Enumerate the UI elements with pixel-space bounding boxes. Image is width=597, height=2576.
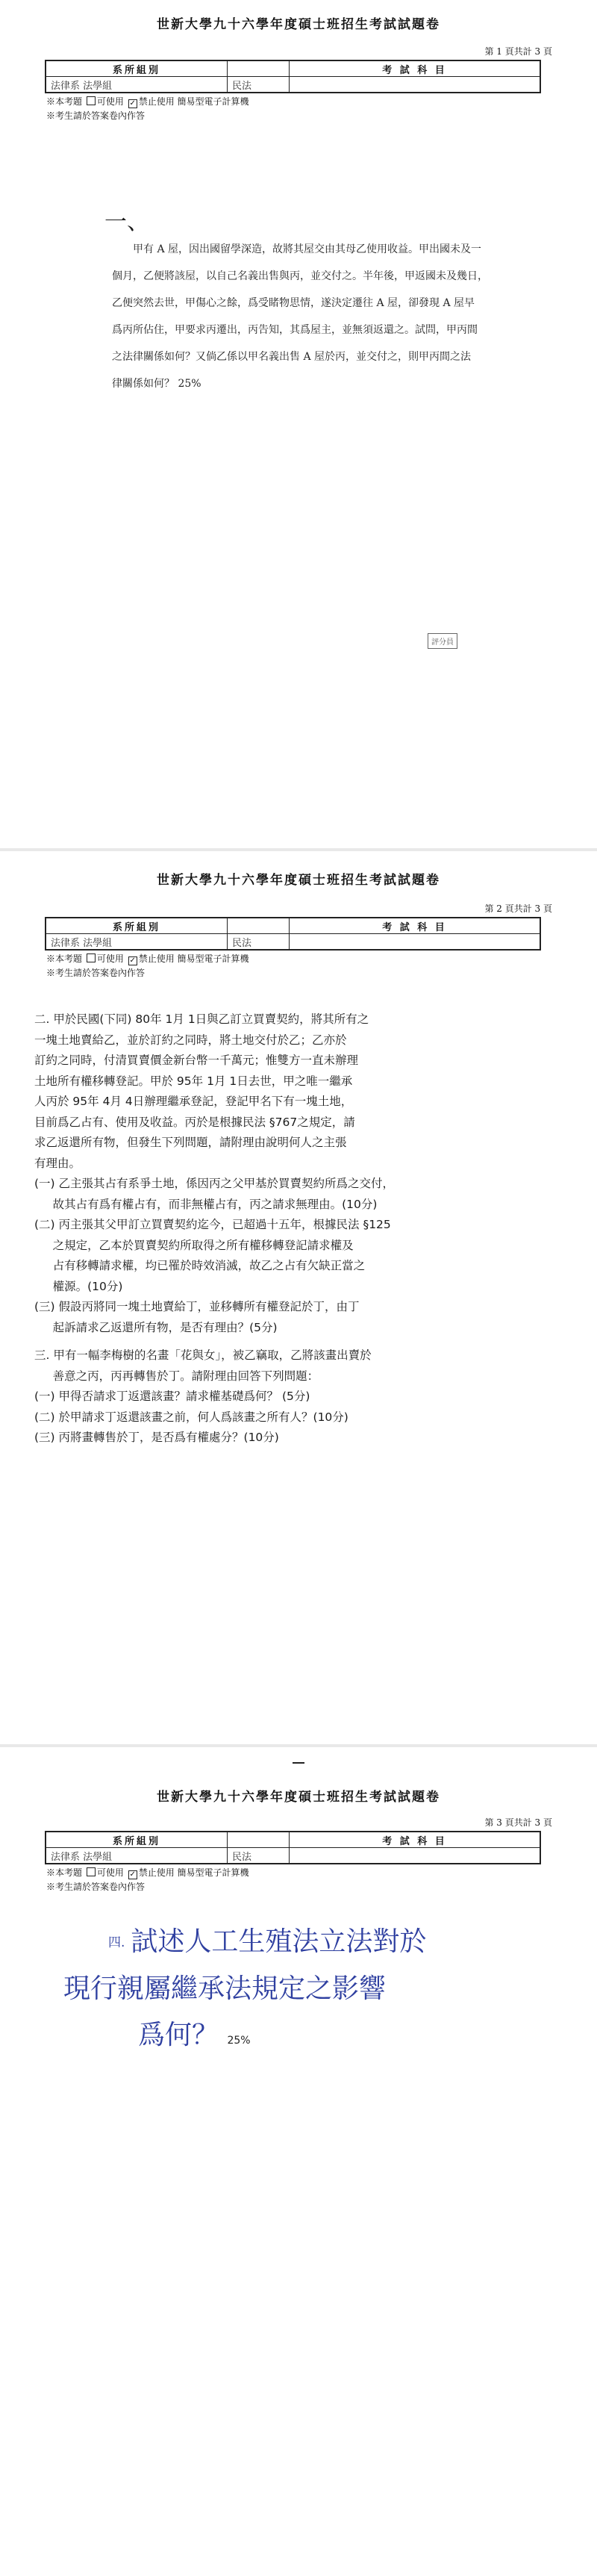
exam-header-table [45,917,541,951]
question-4-number: 四. [108,1935,125,1950]
school-title: 世新大學九十六學年度碩士班招生考試試題卷 [157,17,440,32]
question-4-text [63,1919,571,2064]
exam-page-1 [0,0,597,851]
q2-line: 故其占有爲有權占有，而非無權占有，丙之請求無理由。(10分) [34,1197,378,1211]
dept-label: 系所組別 [46,1832,228,1848]
question-1-text [112,236,541,397]
subject-value: 民法 [228,77,290,93]
page-number: 第 3 頁共計 3 頁 [484,1817,552,1828]
q3-line: (二) 於甲請求丁返還該畫之前，何人爲該畫之所有人？(10分) [34,1410,348,1424]
dept-label: 系所組別 [46,60,228,77]
q2-line: 起訴請求乙返還所有物，是否有理由？(5分) [34,1320,278,1334]
points-label: 25% [227,2035,251,2047]
q2-line: 目前爲乙占有、使用及收益。丙於是根據民法 §767之規定，請 [34,1115,355,1129]
q2-line: 二. 甲於民國(下同) 80年 1月 1日與乙訂立買賣契約，將其所有之 [34,1012,369,1026]
q1-line: 乙便突然去世，甲傷心之餘，爲受睹物思情，遂決定遷往 A 屋，卻發現 A 屋早 [112,297,475,309]
dept-value: 法律系 法學組 [46,1848,228,1864]
q2-line: 人丙於 95年 4月 4日辦理繼承登記，登記甲名下有一塊土地， [34,1095,353,1108]
q4-line: 現行親屬繼承法規定之影響 [63,1973,387,2004]
exam-page-3 [0,1747,597,2576]
dept-label: 系所組別 [46,918,228,934]
calculator-line: ※本考題 可使用 ✓ 禁止使用 簡易型電子計算機 [46,1867,249,1879]
q2-line: 占有移轉請求權，均已罹於時效消滅，故乙之占有欠缺正當之 [34,1259,366,1272]
checkbox-forbid: ✓ [129,99,136,108]
page-number: 第 2 頁共計 3 頁 [484,903,552,914]
answer-note: ※考生請於答案卷內作答 [46,968,146,978]
answer-note: ※考生請於答案卷內作答 [46,1882,146,1892]
grader-stamp: 評分員 [428,633,457,649]
school-title: 世新大學九十六學年度碩士班招生考試試題卷 [157,873,440,888]
q2-line: (一) 乙主張其占有系爭土地，係因丙之父甲基於買賣契約所爲之交付， [34,1177,395,1190]
subject-label: 考 試 科 目 [290,1832,541,1848]
q4-line: 試述人工生殖法立法對於 [131,1926,427,1957]
exam-page-2 [0,851,597,1747]
q1-line: 甲有 A 屋，因出國留學深造，故將其屋交由其母乙使用收益。甲出國未及一 [133,243,482,255]
q2-line: (二) 丙主張其父甲訂立買賣契約迄今，已超過十五年，根據民法 §125 [34,1218,391,1231]
q3-line: 三. 甲有一幅李梅樹的名畫「花與女」，被乙竊取，乙將該畫出賣於 [34,1348,372,1362]
q3-line: (三) 丙將畫轉售於丁，是否爲有權處分？(10分) [34,1431,279,1444]
q2-line: 土地所有權移轉登記。甲於 95年 1月 1日去世，甲之唯一繼承 [34,1074,353,1088]
checkbox-allow [87,953,96,962]
subject-value: 民法 [228,1848,290,1864]
q3-line: 善意之丙，丙再轉售於丁。請附理由回答下列問題： [34,1369,319,1383]
q1-line: 律關係如何？ 25% [112,378,201,390]
q2-line: 權源。(10分) [34,1279,123,1293]
exam-header-table [45,60,541,93]
checkbox-forbid: ✓ [129,1870,136,1879]
dept-value: 法律系 法學組 [46,934,228,951]
calculator-line: ※本考題 可使用 ✓ 禁止使用 簡易型電子計算機 [46,96,249,108]
q2-line: 有理由。 [34,1156,81,1170]
dept-value: 法律系 法學組 [46,77,228,93]
q3-line: (一) 甲得否請求丁返還該畫？請求權基礎爲何？ (5分) [34,1390,310,1403]
calculator-line: ※本考題 可使用 ✓ 禁止使用 簡易型電子計算機 [46,953,249,965]
question-2-3-text [34,1009,572,1449]
school-title: 世新大學九十六學年度碩士班招生考試試題卷 [157,1790,440,1805]
q2-line: 之規定，乙本於買賣契約所取得之所有權移轉登記請求權及 [34,1238,354,1252]
answer-note: ※考生請於答案卷內作答 [46,111,146,121]
q1-line: 爲丙所佔住，甲要求丙遷出，丙告知，其爲屋主，並無須返還之。試問，甲丙間 [112,324,478,336]
exam-header-table [45,1831,541,1864]
top-dash [293,1762,304,1764]
checkbox-allow [87,96,96,105]
subject-value: 民法 [228,934,290,951]
subject-label: 考 試 科 目 [290,60,541,77]
q2-line: 一塊土地賣給乙，並於訂約之同時，將土地交付於乙；乙亦於 [34,1033,347,1047]
q1-line: 之法律關係如何？又倘乙係以甲名義出售 A 屋於丙，並交付之，則甲丙間之法 [112,351,472,363]
q2-line: 求乙返還所有物，但發生下列問題，請附理由說明何人之主張 [34,1136,347,1149]
page-number: 第 1 頁共計 3 頁 [484,46,552,57]
question-1-number: 一、 [104,209,149,235]
q4-line: 爲何？ [138,2020,219,2050]
q2-line: (三) 假設丙將同一塊土地賣給丁，並移轉所有權登記於丁，由丁 [34,1300,360,1313]
checkbox-allow [87,1867,96,1876]
subject-label: 考 試 科 目 [290,918,541,934]
q1-line: 個月，乙便將該屋，以自己名義出售與丙，並交付之。半年後，甲返國未及幾日， [112,270,488,282]
checkbox-forbid: ✓ [129,956,136,965]
q2-line: 訂約之同時，付清買賣價金新台幣一千萬元；惟雙方一直未辦理 [34,1054,359,1067]
